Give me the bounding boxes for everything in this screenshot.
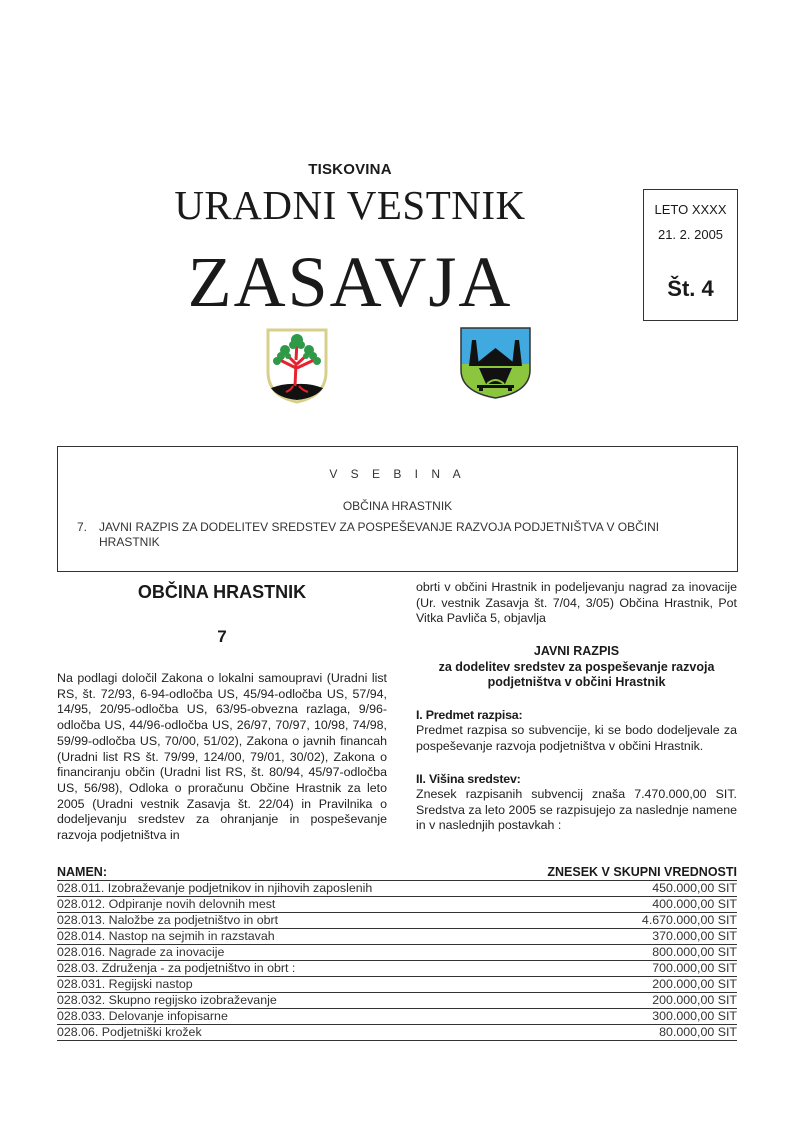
row-amount: 300.000,00 SIT bbox=[482, 1009, 737, 1025]
row-amount: 800.000,00 SIT bbox=[482, 945, 737, 961]
toc-item-text: JAVNI RAZPIS ZA DODELITEV SREDSTEV ZA POSPEŠEVANJE RAZVOJA PODJETNIŠTVA V OBČINI HRASTNIK bbox=[99, 520, 660, 549]
masthead-region: ZASAVJA bbox=[187, 242, 513, 322]
issue-year: LETO XXXX bbox=[654, 202, 727, 217]
preamble-text-right: obrti v občini Hrastnik in podeljevanju nagrad za inovacije (Ur. vestnik Zasavja št. 7/04, 3/05) Občina Hrastnik, Pot Vitka Pavliča 5, objavlja bbox=[416, 580, 737, 626]
section-text-subject: Predmet razpisa so subvencije, ki se bodo dodeljevale za pospeševanje razvoja podjetništva v občini Hrastnik. bbox=[416, 723, 737, 753]
table-row bbox=[57, 977, 737, 993]
row-amount: 200.000,00 SIT bbox=[482, 993, 737, 1009]
row-purpose: 028.031. Regijski nastop bbox=[57, 977, 482, 993]
table-row bbox=[57, 961, 737, 977]
row-purpose: 028.06. Podjetniški krožek bbox=[57, 1025, 482, 1041]
oak-tree-coat-of-arms-icon bbox=[266, 328, 328, 404]
row-amount: 450.000,00 SIT bbox=[482, 881, 737, 897]
toc-section-title: OBČINA HRASTNIK bbox=[342, 499, 453, 513]
table-of-contents bbox=[57, 446, 738, 572]
section-heading-subject: I. Predmet razpisa: bbox=[416, 707, 523, 722]
table-row bbox=[57, 897, 737, 913]
table-row bbox=[57, 945, 737, 961]
masthead-kicker: TISKOVINA bbox=[308, 161, 392, 178]
row-purpose: 028.014. Nastop na sejmih in razstavah bbox=[57, 929, 482, 945]
row-amount: 700.000,00 SIT bbox=[482, 961, 737, 977]
toc-item[interactable] bbox=[77, 520, 717, 550]
issue-date: 21. 2. 2005 bbox=[657, 227, 724, 242]
issue-info-box bbox=[643, 189, 738, 321]
table-row bbox=[57, 929, 737, 945]
allocation-table bbox=[57, 865, 737, 1041]
row-purpose: 028.03. Združenja - za podjetništvo in obrt : bbox=[57, 961, 482, 977]
table-row bbox=[57, 993, 737, 1009]
razpis-title: JAVNI RAZPIS bbox=[533, 644, 620, 659]
table-row bbox=[57, 1025, 737, 1041]
toc-heading: V S E B I N A bbox=[329, 467, 466, 481]
table-header-row bbox=[57, 865, 737, 881]
razpis-subtitle: za dodelitev sredstev za pospeševanje razvoja podjetništva v občini Hrastnik bbox=[438, 659, 715, 690]
row-purpose: 028.011. Izobraževanje podjetnikov in njihovih zaposlenih bbox=[57, 881, 482, 897]
row-amount: 370.000,00 SIT bbox=[482, 929, 737, 945]
row-purpose: 028.012. Odpiranje novih delovnih mest bbox=[57, 897, 482, 913]
column-header-purpose: NAMEN: bbox=[57, 865, 482, 881]
row-purpose: 028.016. Nagrade za inovacije bbox=[57, 945, 482, 961]
column-header-amount: ZNESEK V SKUPNI VREDNOSTI bbox=[482, 865, 737, 881]
row-purpose: 028.033. Delovanje infopisarne bbox=[57, 1009, 482, 1025]
issue-number: Št. 4 bbox=[667, 276, 714, 301]
preamble-text-left: Na podlagi določil Zakona o lokalni samoupravi (Uradni list RS, št. 72/93, 6-94-odločba US, 45/94-odločba US, 57/94, 14/95, 20/95-odločba US, 63/95-obvezna razlaga, 9/96-odločba US, 44/96-odločba US, 26/97, 70/97, 10/98, 74/98, 59/99-odločba US, 70/00, 51/02), Zakona o javnih financah (Uradni list RS št. 79/99, 124/00, 79/01, 30/02), Zakona o financiranju občin (Uradni list RS, št. 80/94, 45/97-odločba US, 56/98), Odloka o proračunu Občine Hrastnik za leto 2005 (Uradni vestnik Zasavja št. 22/04) in Pravilnika o dodeljevanju sredstev za ohranjanje in pospeševanje razvoja podjetništva in bbox=[57, 671, 387, 843]
article-number: 7 bbox=[217, 627, 227, 646]
row-amount: 200.000,00 SIT bbox=[482, 977, 737, 993]
razpis-title-block bbox=[416, 644, 737, 691]
left-column bbox=[57, 580, 387, 844]
masthead-title: URADNI VESTNIK bbox=[174, 182, 526, 228]
table-row bbox=[57, 1009, 737, 1025]
row-purpose: 028.013. Naložbe za podjetništvo in obrt bbox=[57, 913, 482, 929]
table-row bbox=[57, 881, 737, 897]
section-text-funds: Znesek razpisanih subvencij znaša 7.470.000,00 SIT. Sredstva za leto 2005 se razpisujejo za naslednje namene in v naslednjih postavkah : bbox=[416, 787, 737, 833]
municipality-heading: OBČINA HRASTNIK bbox=[137, 582, 307, 602]
row-amount: 80.000,00 SIT bbox=[482, 1025, 737, 1041]
table-row bbox=[57, 913, 737, 929]
mine-cart-coat-of-arms-icon bbox=[459, 326, 532, 400]
row-purpose: 028.032. Skupno regijsko izobraževanje bbox=[57, 993, 482, 1009]
right-column bbox=[416, 580, 737, 834]
row-amount: 400.000,00 SIT bbox=[482, 897, 737, 913]
section-heading-funds: II. Višina sredstev: bbox=[416, 771, 521, 786]
toc-item-number: 7. bbox=[77, 520, 88, 534]
row-amount: 4.670.000,00 SIT bbox=[482, 913, 737, 929]
